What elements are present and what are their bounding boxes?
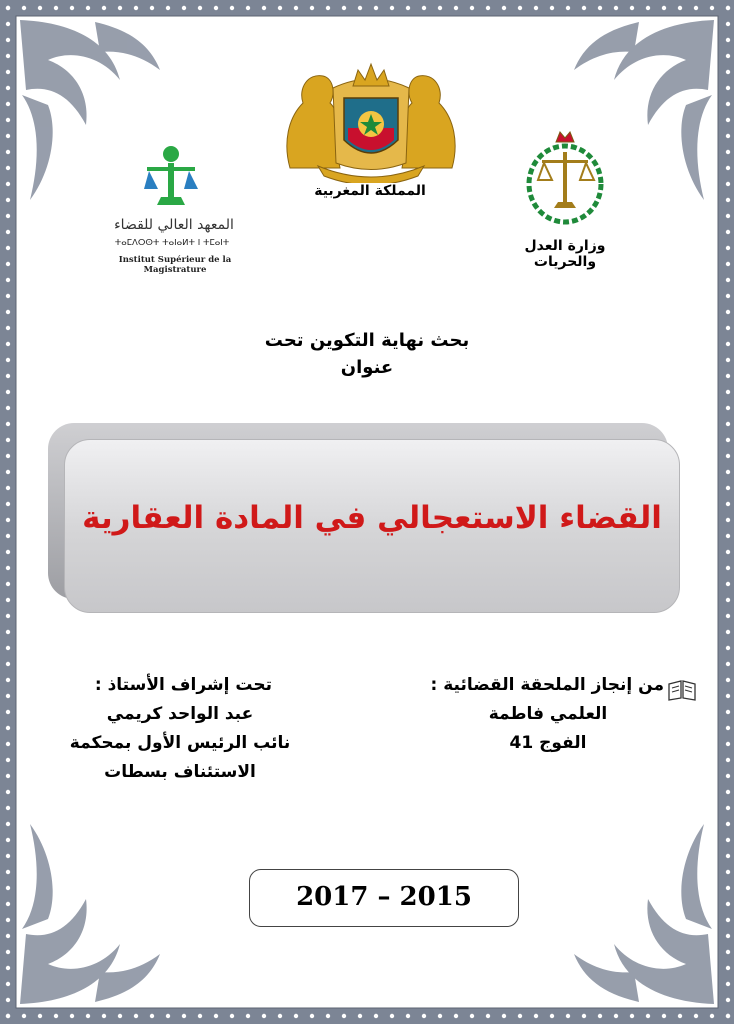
intro-line-2: عنوان bbox=[340, 357, 394, 378]
book-icon bbox=[666, 678, 698, 702]
academic-years: 2017 – 2015 bbox=[296, 882, 472, 912]
ministry-justice-scales-icon bbox=[520, 128, 610, 226]
intro-line-1: بحث نهاية التكوين تحت bbox=[264, 330, 470, 351]
thesis-title: القضاء الاستعجالي في المادة العقارية bbox=[82, 500, 662, 536]
supervisor-role-line-2: الاستئناف بسطات bbox=[104, 762, 256, 782]
kingdom-label: المملكة المغربية bbox=[314, 183, 426, 199]
title-box bbox=[48, 423, 684, 615]
supervisor-label: تحت إشراف الأستاذ : bbox=[94, 675, 272, 695]
author-label: من إنجاز الملحقة القضائية : bbox=[430, 675, 664, 695]
author-group: الفوج 41 bbox=[509, 733, 587, 753]
supervisor-name: عبد الواحد كريمي bbox=[106, 704, 254, 724]
institute-name-tifinagh: ⵜⴰⵎⴷⵔⵙⵜ ⵜⴰⵏⴰⵍⵜ ⵏ ⵜⵎⴰⵏⵜ bbox=[114, 238, 230, 248]
academic-years-box bbox=[249, 869, 519, 927]
moroccan-coat-of-arms-emblem bbox=[278, 48, 464, 183]
institute-name-french: Institut Supérieur de la Magistrature bbox=[118, 255, 232, 275]
author-name: العلمي فاطمة bbox=[488, 704, 608, 724]
ministry-label: وزارة العدل والحريات bbox=[524, 238, 606, 270]
institute-scales-logo-icon bbox=[143, 145, 199, 211]
institute-name-arabic: المعهد العالي للقضاء bbox=[114, 217, 234, 233]
corner-ornament-top-left bbox=[20, 20, 160, 200]
title-box-face bbox=[64, 439, 680, 613]
corner-ornament-bottom-right bbox=[574, 824, 714, 1004]
corner-ornament-bottom-left bbox=[20, 824, 160, 1004]
supervisor-role-line-1: نائب الرئيس الأول بمحكمة bbox=[69, 733, 291, 753]
